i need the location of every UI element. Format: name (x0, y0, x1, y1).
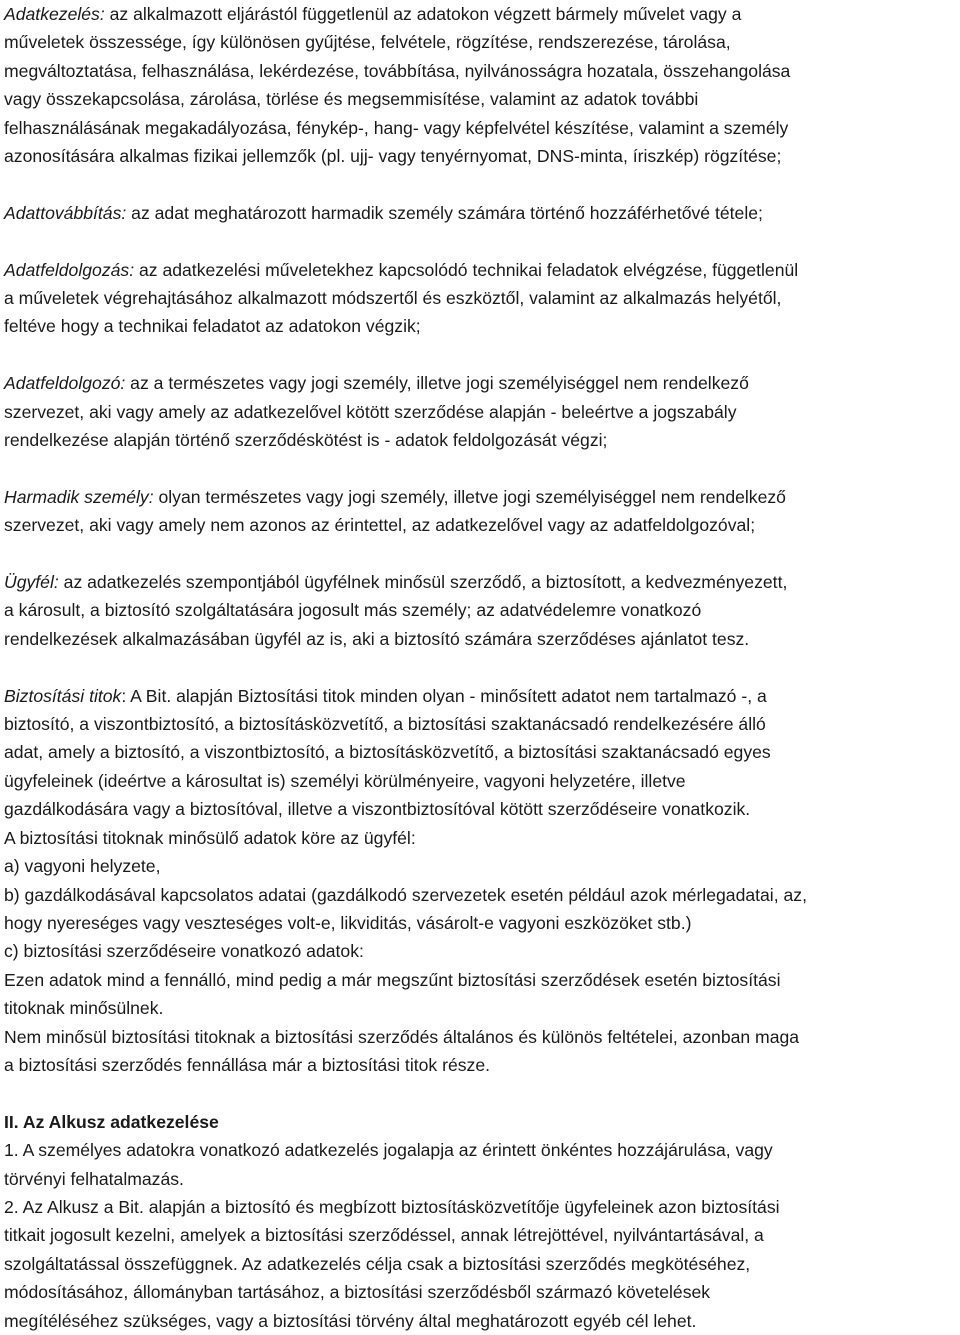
def-line: a biztosítási szerződés fennállása már a biztosítási titok része. (4, 1054, 491, 1075)
section-heading: II. Az Alkusz adatkezelése (4, 1111, 219, 1132)
def-line: vagy összekapcsolása, zárolása, törlése és megsemmisítése, valamint az adatok további (4, 89, 699, 110)
definition-adatfeldolgozas (4, 256, 960, 341)
section-alkusz-adatkezelese (4, 1108, 960, 1335)
definition-term: Adattovábbítás: (4, 202, 127, 223)
section-line: módosításához, állományban tartásához, a biztosítási szerződésből származó követelések (4, 1282, 711, 1303)
def-line: b) gazdálkodásával kapcsolatos adatai (gazdálkodó szervezetek esetén például azok mérlegadatai, az, (4, 884, 807, 905)
section-line: szolgáltatással összefüggnek. Az adatkezelés célja csak a biztosítási szerződés megkötéséhez, (4, 1253, 751, 1274)
def-line: Adattovábbítás: az adat meghatározott harmadik személy számára történő hozzáférhetővé tétele; (4, 202, 763, 223)
definition-term: Harmadik személy: (4, 486, 154, 507)
section-line: 2. Az Alkusz a Bit. alapján a biztosító és megbízott biztosításközvetítője ügyfeleinek azon biztosítási (4, 1196, 780, 1217)
section-line: titkait jogosult kezelni, amelyek a biztosítási szerződéssel, annak létrejöttével, nyilvántartásával, a (4, 1225, 764, 1246)
def-line: a károsult, a biztosító szolgáltatására jogosult más személy; az adatvédelemre vonatkozó (4, 600, 702, 621)
def-line: azonosítására alkalmas fizikai jellemzők (pl. ujj- vagy tenyérnyomat, DNS-minta, íriszkép) rögzítése; (4, 146, 782, 167)
definition-adatfeldolgozo (4, 369, 960, 454)
def-line: felhasználásának megakadályozása, fénykép-, hang- vagy képfelvétel készítése, valamint a személy (4, 117, 789, 138)
def-line: adat, amely a biztosító, a viszontbiztosító, a biztosításközvetítő, a biztosítási szaktanácsadó egyes (4, 742, 771, 763)
definition-harmadik-szemely (4, 483, 960, 540)
def-line: A biztosítási titoknak minősülő adatok köre az ügyfél: (4, 827, 416, 848)
def-line: rendelkezések alkalmazásában ügyfél az is, aki a biztosító számára szerződéses ajánlatot tesz. (4, 628, 750, 649)
definition-term: Biztosítási titok (4, 685, 122, 706)
def-line: Adatkezelés: az alkalmazott eljárástól függetlenül az adatokon végzett bármely művelet vagy a (4, 4, 742, 24)
def-line: szervezet, aki vagy amely nem azonos az érintettel, az adatkezelővel vagy az adatfeldolgozóval; (4, 515, 756, 536)
def-line: műveletek összessége, így különösen gyűjtése, felvétele, rögzítése, rendszerezése, tárolása, (4, 32, 731, 53)
definition-term: Adatkezelés: (4, 4, 105, 24)
section-line: megítéléséhez szükséges, vagy a biztosítási törvény által meghatározott egyéb cél lehet. (4, 1310, 697, 1331)
def-line: a) vagyoni helyzete, (4, 856, 161, 877)
def-line: Ezen adatok mind a fennálló, mind pedig a már megszűnt biztosítási szerződések esetén biztosítási (4, 969, 781, 990)
definition-term: Adatfeldolgozás: (4, 259, 135, 280)
section-line: törvényi felhatalmazás. (4, 1168, 184, 1189)
def-line: feltéve hogy a technikai feladatot az adatokon végzik; (4, 316, 421, 337)
section-line: 1. A személyes adatokra vonatkozó adatkezelés jogalapja az érintett önkéntes hozzájárulása, vagy (4, 1140, 773, 1161)
def-line: c) biztosítási szerződéseire vonatkozó adatok: (4, 941, 364, 962)
def-line: ügyfeleinek (ideértve a károsultat is) személyi körülményeire, vagyoni helyzetére, illetve (4, 770, 686, 791)
def-line: Harmadik személy: olyan természetes vagy jogi személy, illetve jogi személyiséggel nem rendelkező (4, 486, 786, 507)
def-line: titoknak minősülnek. (4, 998, 164, 1019)
definition-ugyfel (4, 568, 960, 653)
def-line: rendelkezése alapján történő szerződéskötést is - adatok feldolgozását végzi; (4, 430, 608, 451)
def-line: szervezet, aki vagy amely az adatkezelővel kötött szerződése alapján - beleértve a jogszabály (4, 401, 737, 422)
def-line: Nem minősül biztosítási titoknak a biztosítási szerződés általános és különös feltételei, azonban maga (4, 1026, 800, 1047)
definition-term: Adatfeldolgozó: (4, 373, 126, 394)
def-line: gazdálkodására vagy a biztosítóval, illetve a viszontbiztosítóval kötött szerződéseire vonatkozik. (4, 799, 751, 820)
definition-term: Ügyfél: (4, 572, 59, 593)
def-line: Ügyfél: az adatkezelés szempontjából ügyfélnek minősül szerződő, a biztosított, a kedvezményezett, (4, 572, 788, 593)
def-line: megváltoztatása, felhasználása, lekérdezése, továbbítása, nyilvánosságra hozatala, összehangolása (4, 60, 791, 81)
definition-adattovabbitas (4, 199, 960, 227)
def-line: Adatfeldolgozó: az a természetes vagy jogi személy, illetve jogi személyiséggel nem rendelkező (4, 373, 749, 394)
definition-biztositasi-titok (4, 682, 960, 1080)
def-line: hogy nyereséges vagy veszteséges volt-e, likviditás, vásárolt-e vagyoni eszközöket stb.) (4, 912, 692, 933)
def-line: biztosító, a viszontbiztosító, a biztosításközvetítő, a biztosítási szaktanácsadó rendelkezésére álló (4, 714, 766, 735)
def-line: Adatfeldolgozás: az adatkezelési műveletekhez kapcsolódó technikai feladatok elvégzése, függetlenül (4, 259, 799, 280)
def-line: a műveletek végrehajtásához alkalmazott módszertől és eszköztől, valamint az alkalmazás helyétől, (4, 288, 782, 309)
def-line: Biztosítási titok: A Bit. alapján Biztosítási titok minden olyan - minősített adatot nem tartalmazó -, a (4, 685, 767, 706)
definition-adatkezeles (4, 0, 960, 170)
